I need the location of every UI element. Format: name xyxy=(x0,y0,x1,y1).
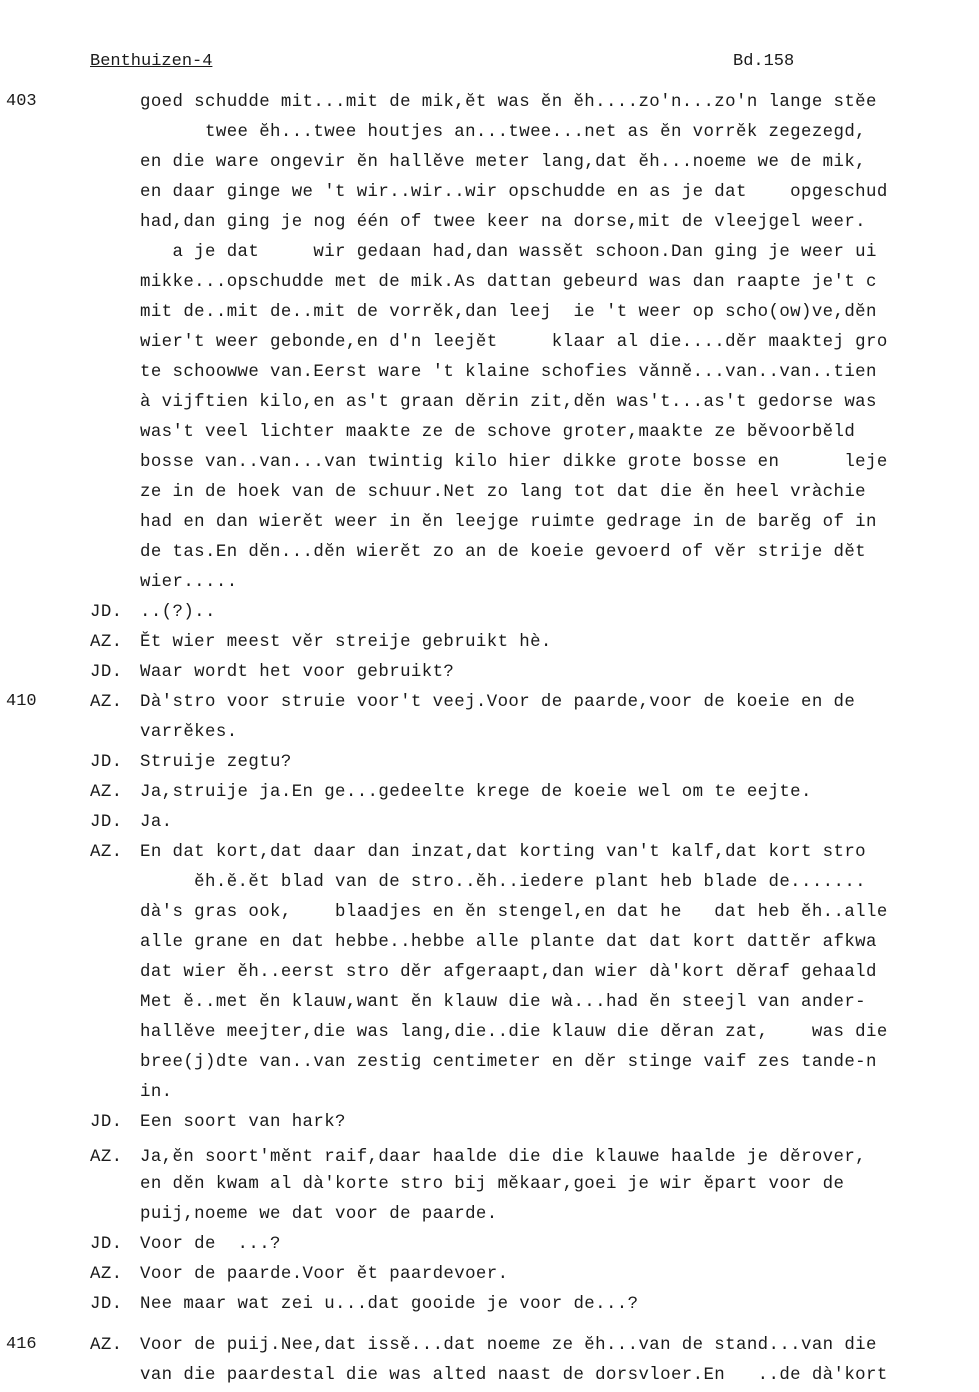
transcript-line: En dat kort,dat daar dan inzat,dat korting van't kalf,dat kort stro xyxy=(140,843,867,862)
transcript-line: Nee maar wat zei u...dat gooide je voor de...? xyxy=(140,1295,639,1314)
transcript-line: en daar ginge we 't wir..wir..wir opschudde en as je dat opgeschud xyxy=(140,183,888,202)
transcript-line: Voor de puij.Nee,dat issĕ...dat noeme ze ĕh...van de stand...van die xyxy=(140,1336,877,1355)
speaker-label: JD. xyxy=(90,663,123,682)
margin-line-number: 410 xyxy=(6,692,37,711)
transcript-line: ĕh.ĕ.ĕt blad van de stro..ĕh..iedere plant heb blade de....... xyxy=(140,873,867,892)
transcript-line: Voor de ...? xyxy=(140,1235,281,1254)
transcript-line: ..(?).. xyxy=(140,603,216,622)
speaker-label: AZ. xyxy=(90,633,123,652)
transcript-line: mikke...opschudde met de mik.As dattan gebeurd was dan raapte je't c xyxy=(140,273,877,292)
transcript-line: bree(j)dte van..van zestig centimeter en dĕr stinge vaif zes tande-n xyxy=(140,1053,877,1072)
speaker-label: JD. xyxy=(90,1295,123,1314)
speaker-label: AZ. xyxy=(90,693,123,712)
transcript-line: had,dan ging je nog één of twee keer na dorse,mit de vleejgel weer. xyxy=(140,213,867,232)
transcript-line: de tas.En dĕn...dĕn wierĕt zo an de koeie gevoerd of vĕr strije dĕt xyxy=(140,543,867,562)
transcript-line: dà's gras ook, blaadjes en ĕn stengel,en dat he dat heb ĕh..alle xyxy=(140,903,888,922)
transcript-line: Voor de paarde.Voor ĕt paardevoer. xyxy=(140,1265,509,1284)
transcript-line: van die paardestal die was alted naast de dorsvloer.En ..de dà'kort xyxy=(140,1366,888,1385)
transcript-line: twee ĕh...twee houtjes an...twee...net as ĕn vorrĕk zegezegd, xyxy=(140,123,867,142)
speaker-label: JD. xyxy=(90,603,123,622)
transcript-line: in. xyxy=(140,1083,173,1102)
transcript-line: Struije zegtu? xyxy=(140,753,292,772)
speaker-label: AZ. xyxy=(90,783,123,802)
transcript-line: puij,noeme we dat voor de paarde. xyxy=(140,1205,498,1224)
transcript-line: dat wier ĕh..eerst stro dĕr afgeraapt,dan wier dà'kort dĕraf gehaald xyxy=(140,963,877,982)
transcript-line: hallĕve meejter,die was lang,die..die klauw die dĕran zat, was die xyxy=(140,1023,888,1042)
transcript-line: Een soort van hark? xyxy=(140,1113,346,1132)
transcript-line: mit de..mit de..mit de vorrĕk,dan leej ie 't weer op scho(ow)ve,dĕn xyxy=(140,303,877,322)
transcript-line: Ja,ĕn soort'mĕnt raif,daar haalde die die klauwe haalde je dĕrover, xyxy=(140,1148,867,1167)
transcript-line: alle grane en dat hebbe..hebbe alle plante dat dat kort dattĕr afkwa xyxy=(140,933,877,952)
speaker-label: AZ. xyxy=(90,1265,123,1284)
transcript-line: wier't weer gebonde,en d'n leejĕt klaar al die....dĕr maaktej gro xyxy=(140,333,888,352)
page-reference: Bd.158 xyxy=(733,52,795,71)
speaker-label: JD. xyxy=(90,813,123,832)
transcript-line: Waar wordt het voor gebruikt? xyxy=(140,663,455,682)
transcript-line: Met ĕ..met ĕn klauw,want ĕn klauw die wà...had ĕn steejl van ander- xyxy=(140,993,867,1012)
document-title: Benthuizen-4 xyxy=(90,52,213,71)
transcript-line: was't veel lichter maakte ze de schove groter,maakte ze bĕvoorbĕld xyxy=(140,423,856,442)
transcript-line: goed schudde mit...mit de mik,ĕt was ĕn ĕh....zo'n...zo'n lange stĕe xyxy=(140,93,877,112)
transcript-line: bosse van..van...van twintig kilo hier dikke grote bosse en leje xyxy=(140,453,888,472)
transcript-line: Dà'stro voor struie voor't veej.Voor de paarde,voor de koeie en de xyxy=(140,693,856,712)
transcript-line: en dĕn kwam al dà'korte stro bij mĕkaar,goei je wir ĕpart voor de xyxy=(140,1175,845,1194)
speaker-label: AZ. xyxy=(90,1148,123,1167)
speaker-label: JD. xyxy=(90,753,123,772)
speaker-label: JD. xyxy=(90,1113,123,1132)
transcript-line: wier..... xyxy=(140,573,238,592)
transcript-line: Ĕt wier meest vĕr streije gebruikt hè. xyxy=(140,633,552,652)
margin-line-number: 416 xyxy=(6,1335,37,1354)
transcript-line: te schoowwe van.Eerst ware 't klaine schofies vănnĕ...van..van..tien xyxy=(140,363,877,382)
speaker-label: AZ. xyxy=(90,1336,123,1355)
transcript-line: Ja,struije ja.En ge...gedeelte krege de koeie wel om te eejte. xyxy=(140,783,812,802)
transcript-line: en die ware ongevir ĕn hallĕve meter lang,dat ĕh...noeme we de mik, xyxy=(140,153,867,172)
speaker-label: JD. xyxy=(90,1235,123,1254)
transcript-line: had en dan wierĕt weer in ĕn leejge ruimte gedrage in de barĕg of in xyxy=(140,513,877,532)
transcript-line: ze in de hoek van de schuur.Net zo lang tot dat die ĕn heel vràchie xyxy=(140,483,867,502)
transcript-line: Ja. xyxy=(140,813,173,832)
margin-line-number: 403 xyxy=(6,92,37,111)
transcript-line: varrĕkes. xyxy=(140,723,238,742)
transcript-line: a je dat wir gedaan had,dan wassĕt schoon.Dan ging je weer ui xyxy=(140,243,877,262)
speaker-label: AZ. xyxy=(90,843,123,862)
transcript-line: à vijftien kilo,en as't graan dĕrin zit,dĕn was't...as't gedorse was xyxy=(140,393,877,412)
